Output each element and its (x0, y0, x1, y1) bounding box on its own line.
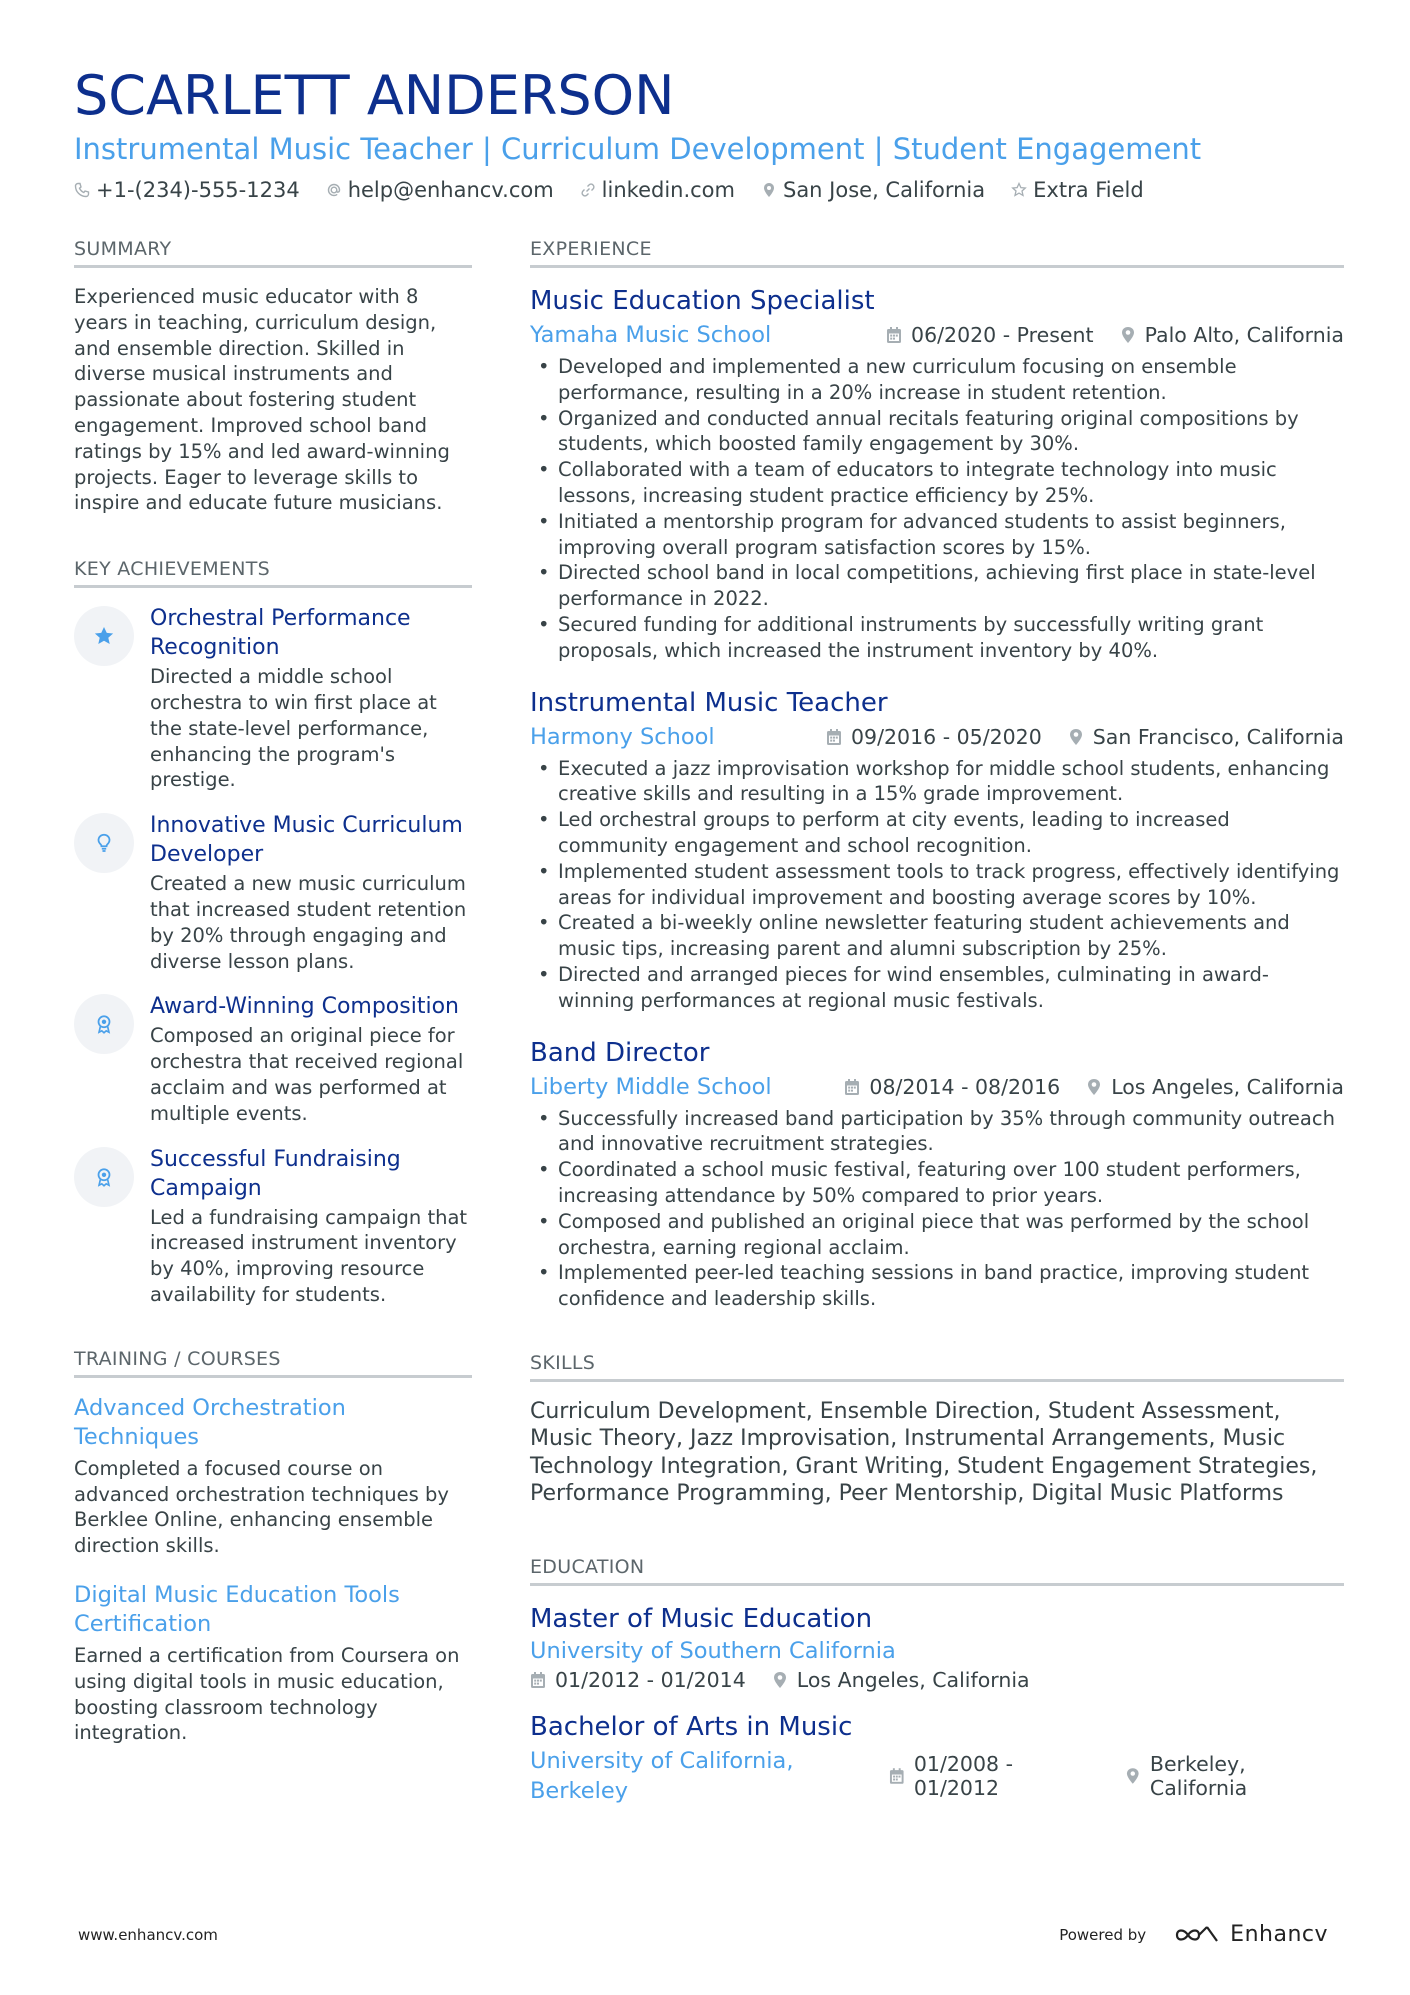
education-location: Los Angeles, California (796, 1667, 1030, 1692)
experience-heading: EXPERIENCE (530, 238, 1344, 268)
star-outline-icon (1011, 182, 1027, 198)
phone-icon (74, 182, 90, 198)
job-entry (530, 1036, 1344, 1312)
company-name: Liberty Middle School (530, 1073, 772, 1100)
contact-location-text: San Jose, California (782, 178, 986, 202)
enhancv-logo-icon (1174, 1923, 1220, 1947)
contact-phone-text: +1-(234)-555-1234 (96, 178, 300, 202)
achievement-item (74, 992, 472, 1126)
skills-heading: SKILLS (530, 1352, 1344, 1382)
right-column (530, 238, 1344, 1824)
location-icon (1068, 728, 1084, 746)
education-heading: EDUCATION (530, 1556, 1344, 1586)
degree-title: Bachelor of Arts in Music (530, 1711, 853, 1742)
company-name: Harmony School (530, 723, 715, 750)
job-location: Palo Alto, California (1144, 323, 1344, 347)
powered-by-label: Powered by (1059, 1925, 1147, 1944)
powered-by (1059, 1922, 1328, 1947)
calendar-icon (886, 326, 902, 344)
job-bullet: • Organized and conducted annual recitals featuring original compositions by students, which boosted family engagement by 30%. (530, 406, 1344, 458)
contact-extra-text: Extra Field (1033, 178, 1144, 202)
summary-text: Experienced music educator with 8 years in teaching, curriculum design, and ensemble direction. Skilled in diverse musical instruments and passionate about fostering student engagement. Improved school band ratings by 15% and led award-winning projects. Eager to leverage skills to inspire and educate future musicians. (74, 285, 450, 515)
footer-url[interactable]: www.enhancv.com (78, 1925, 218, 1944)
contact-location (761, 178, 985, 202)
location-icon (1086, 1078, 1102, 1096)
summary-heading: SUMMARY (74, 238, 472, 268)
job-title: Band Director (530, 1037, 710, 1068)
achievement-title: Successful Fundraising Campaign (150, 1146, 401, 1201)
job-bullet: • Directed and arranged pieces for wind ensembles, culminating in award-winning performances at regional music festivals. (530, 962, 1344, 1014)
job-title: Music Education Specialist (530, 286, 875, 316)
job-bullets (530, 756, 1344, 1014)
course-item (74, 1394, 472, 1559)
course-desc: Completed a focused course on advanced orchestration techniques by Berklee Online, enhancing ensemble direction skills. (74, 1456, 449, 1558)
training-heading: TRAINING / COURSES (74, 1348, 472, 1378)
company-name: Yamaha Music School (530, 322, 772, 348)
job-bullet: • Developed and implemented a new curriculum focusing on ensemble performance, resulting in a 20% increase in student retention. (530, 354, 1344, 406)
job-dates: 06/2020 - Present (911, 323, 1094, 347)
calendar-icon (889, 1767, 905, 1785)
achievement-item (74, 811, 472, 974)
calendar-icon (844, 1078, 860, 1096)
achievement-desc: Led a fundraising campaign that increased instrument inventory by 40%, improving resource availability for students. (150, 1205, 468, 1306)
location-icon (761, 182, 777, 198)
achievement-desc: Composed an original piece for orchestra that received regional acclaim and was performed at multiple events. (150, 1024, 464, 1125)
job-location: San Francisco, California (1092, 724, 1344, 749)
school-name: University of California, Berkeley (530, 1747, 794, 1804)
skills-text: Curriculum Development, Ensemble Direction, Student Assessment, Music Theory, Jazz Improvisation, Instrumental Arrangements, Music Technology Integration, Grant Writing, Student Engagement Strategies, Performance Programming, Peer Mentorship, Digital Music Platforms (530, 1398, 1318, 1507)
education-dates: 01/2012 - 01/2014 (555, 1667, 746, 1692)
achievement-title: Orchestral Performance Recognition (150, 606, 411, 661)
contact-email[interactable] (326, 178, 554, 202)
brand-logo[interactable] (1174, 1922, 1328, 1947)
job-bullet: • Secured funding for additional instruments by successfully writing grant proposals, which increased the instrument inventory by 40%. (530, 612, 1344, 664)
calendar-icon (530, 1671, 546, 1689)
location-icon (1120, 326, 1136, 344)
star-icon (74, 606, 134, 666)
brand-name: Enhancv (1230, 1922, 1328, 1947)
location-icon (1125, 1767, 1141, 1785)
job-bullet: • Led orchestral groups to perform at city events, leading to increased community engagement and school recognition. (530, 807, 1344, 859)
award-icon (74, 1147, 134, 1207)
at-icon (326, 182, 342, 198)
school-name: University of Southern California (530, 1637, 896, 1664)
job-bullet: • Successfully increased band participation by 35% through community outreach and innovative recruitment strategies. (530, 1106, 1344, 1158)
education-location: Berkeley, California (1149, 1751, 1248, 1800)
achievement-title: Innovative Music Curriculum Developer (150, 813, 463, 868)
lightbulb-icon (74, 813, 134, 873)
achievement-title: Award-Winning Composition (150, 994, 459, 1020)
job-entry (530, 686, 1344, 1014)
location-icon (772, 1671, 788, 1689)
contact-linkedin[interactable] (580, 178, 735, 202)
job-bullets (530, 1106, 1344, 1312)
award-icon (74, 994, 134, 1054)
course-title: Advanced Orchestration Techniques (74, 1394, 346, 1450)
contact-extra (1011, 178, 1144, 202)
job-bullet: • Composed and published an original piece that was performed by the school orchestra, earning regional acclaim. (530, 1209, 1344, 1261)
headline: Instrumental Music Teacher | Curriculum Development | Student Engagement (74, 132, 1202, 166)
job-dates: 08/2014 - 08/2016 (869, 1074, 1061, 1099)
achievement-desc: Directed a middle school orchestra to win first place at the state-level performance, enhancing the program's prestige. (150, 665, 437, 792)
course-title: Digital Music Education Tools Certification (74, 1581, 400, 1637)
job-bullet: • Created a bi-weekly online newsletter featuring student achievements and music tips, increasing parent and alumni subscription by 25%. (530, 910, 1344, 962)
achievement-desc: Created a new music curriculum that increased student retention by 20% through engaging and diverse lesson plans. (150, 872, 467, 973)
education-entry (530, 1710, 1344, 1806)
degree-title: Master of Music Education (530, 1603, 873, 1634)
job-bullet: • Collaborated with a team of educators to integrate technology into music lessons, increasing student practice efficiency by 25%. (530, 457, 1344, 509)
resume-header (74, 62, 1344, 202)
contact-email-text: help@enhancv.com (347, 178, 554, 202)
calendar-icon (826, 728, 842, 746)
achievement-item (74, 1145, 472, 1308)
job-bullet: • Implemented student assessment tools to track progress, effectively identifying areas for individual improvement and boosting average scores by 10%. (530, 859, 1344, 911)
course-desc: Earned a certification from Coursera on using digital tools in music education, boosting classroom technology integration. (74, 1643, 460, 1745)
contact-phone[interactable] (74, 178, 300, 202)
education-entry (530, 1602, 1344, 1692)
page-footer (78, 1922, 1328, 1947)
job-title: Instrumental Music Teacher (530, 687, 888, 718)
job-bullet: • Coordinated a school music festival, featuring over 100 student performers, increasing attendance by 50% compared to prior years. (530, 1157, 1344, 1209)
job-location: Los Angeles, California (1111, 1074, 1344, 1099)
job-dates: 09/2016 - 05/2020 (851, 724, 1042, 749)
achievements-heading: KEY ACHIEVEMENTS (74, 558, 472, 588)
job-entry (530, 284, 1344, 664)
left-column (74, 238, 472, 1768)
contact-linkedin-text: linkedin.com (601, 178, 735, 202)
achievement-item (74, 604, 472, 793)
job-bullet: • Implemented peer-led teaching sessions in band practice, improving student confidence and leadership skills. (530, 1260, 1344, 1312)
job-bullet: • Directed school band in local competitions, achieving first place in state-level performance in 2022. (530, 560, 1344, 612)
contact-bar (74, 178, 1344, 202)
job-bullets (530, 354, 1344, 664)
link-icon (580, 182, 596, 198)
education-dates: 01/2008 - 01/2012 (913, 1751, 1013, 1800)
job-bullet: • Executed a jazz improvisation workshop for middle school students, enhancing creative skills and resulting in a 15% grade improvement. (530, 756, 1344, 808)
job-bullet: • Initiated a mentorship program for advanced students to assist beginners, improving overall program satisfaction scores by 15%. (530, 509, 1344, 561)
candidate-name: SCARLETT ANDERSON (74, 64, 675, 127)
course-item (74, 1581, 472, 1746)
